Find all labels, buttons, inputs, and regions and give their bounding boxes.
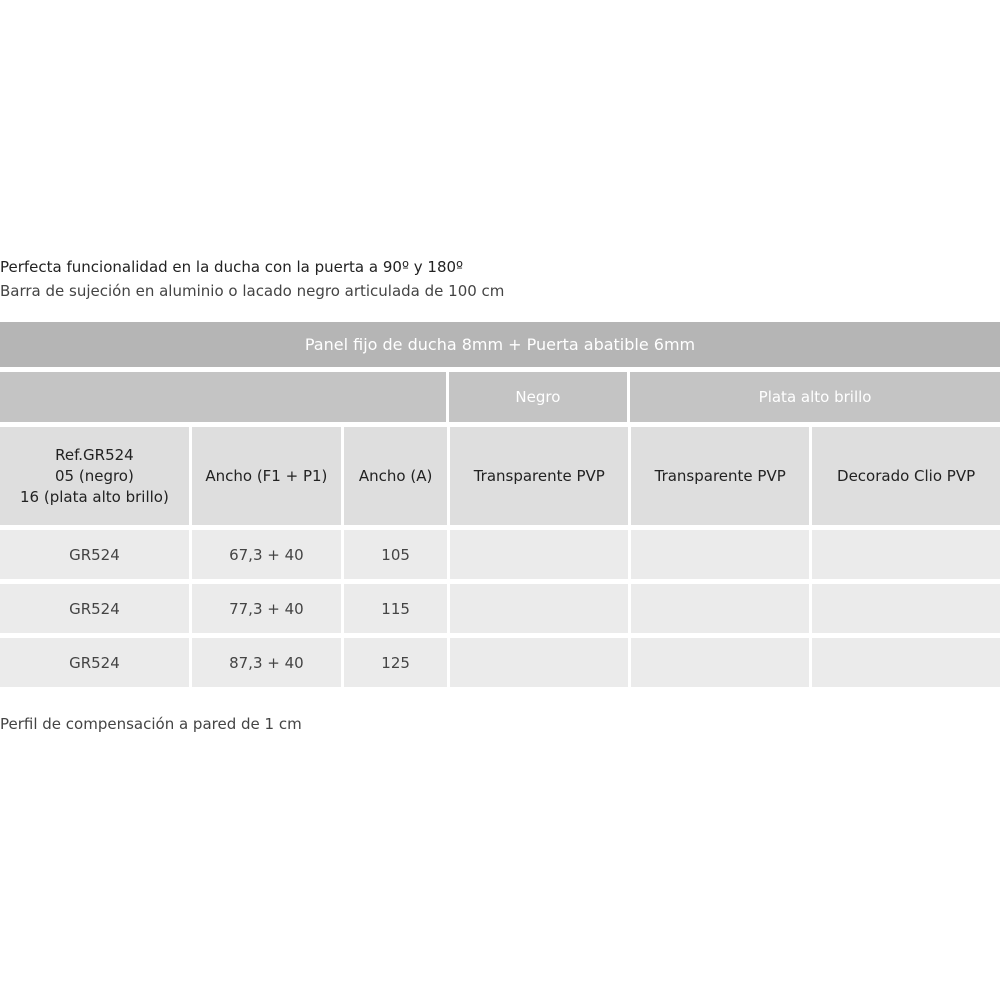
- column-header-ancho-f1p1: Ancho (F1 + P1): [192, 427, 341, 525]
- intro-headline: Perfecta funcionalidad en la ducha con la puerta a 90º y 180º: [0, 258, 464, 276]
- column-header-plata-transparente: Transparente PVP: [631, 427, 809, 525]
- cell-ancho-f1p1: 67,3 + 40: [192, 530, 341, 579]
- group-header-empty: [0, 372, 446, 422]
- cell-negro-transparente: [450, 638, 628, 687]
- table-row: [0, 584, 1000, 633]
- cell-plata-decorado: [812, 638, 1000, 687]
- ref-header-line1: Ref.GR524: [55, 445, 134, 464]
- ref-header-line3: 16 (plata alto brillo): [20, 487, 169, 506]
- column-header-ancho-a: Ancho (A): [344, 427, 447, 525]
- intro-text: [0, 257, 1000, 301]
- cell-plata-transparente: [631, 584, 809, 633]
- column-header-ref: [0, 427, 189, 525]
- cell-plata-decorado: [812, 530, 1000, 579]
- cell-ancho-a: 105: [344, 530, 447, 579]
- ref-header-line2: 05 (negro): [55, 466, 134, 485]
- cell-ancho-a: 115: [344, 584, 447, 633]
- column-header-plata-decorado: Decorado Clio PVP: [812, 427, 1000, 525]
- cell-ancho-f1p1: 77,3 + 40: [192, 584, 341, 633]
- group-header-negro: Negro: [449, 372, 627, 422]
- table-title: Panel fijo de ducha 8mm + Puerta abatible 6mm: [0, 322, 1000, 367]
- table-row: [0, 638, 1000, 687]
- cell-plata-transparente: [631, 638, 809, 687]
- footer-note: Perfil de compensación a pared de 1 cm: [0, 715, 302, 733]
- cell-ancho-a: 125: [344, 638, 447, 687]
- cell-ref: GR524: [0, 638, 189, 687]
- price-table: [0, 322, 1000, 687]
- group-header-row: [0, 372, 1000, 422]
- cell-ref: GR524: [0, 530, 189, 579]
- cell-ancho-f1p1: 87,3 + 40: [192, 638, 341, 687]
- group-header-plata: Plata alto brillo: [630, 372, 1000, 422]
- column-header-row: [0, 427, 1000, 525]
- intro-subline: Barra de sujeción en aluminio o lacado negro articulada de 100 cm: [0, 282, 505, 300]
- cell-negro-transparente: [450, 584, 628, 633]
- column-header-negro-transparente: Transparente PVP: [450, 427, 628, 525]
- cell-ref: GR524: [0, 584, 189, 633]
- cell-negro-transparente: [450, 530, 628, 579]
- cell-plata-decorado: [812, 584, 1000, 633]
- cell-plata-transparente: [631, 530, 809, 579]
- table-row: [0, 530, 1000, 579]
